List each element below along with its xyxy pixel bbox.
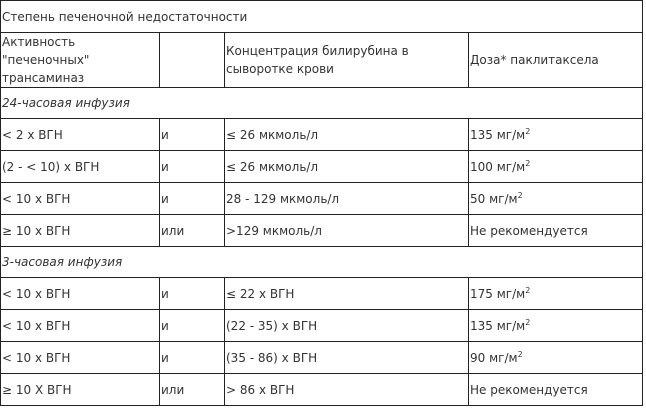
connector-cell: и (160, 151, 225, 183)
dose-cell (469, 342, 643, 374)
transaminases-cell: < 10 х ВГН (1, 342, 160, 374)
bilirubin-cell: (35 - 86) х ВГН (225, 342, 469, 374)
table-row (1, 342, 643, 374)
transaminases-cell: ≥ 10 х ВГН (1, 215, 160, 247)
connector-cell: и (160, 183, 225, 215)
table-row (1, 183, 643, 215)
section-title: 3-часовая инфузия (1, 247, 643, 278)
bilirubin-cell: > 86 х ВГН (225, 374, 469, 406)
dose-value: 135 (470, 318, 493, 333)
dose-unit-exponent: 2 (525, 126, 531, 136)
table-row (1, 310, 643, 342)
bilirubin-cell: >129 мкмоль/л (225, 215, 469, 247)
bilirubin-cell: ≤ 22 х ВГН (225, 278, 469, 310)
dose-value: 135 (470, 127, 493, 142)
dose-value: 90 (470, 350, 486, 365)
dose-unit: мг/м (489, 350, 518, 365)
table-title: Степень печеночной недостаточности (1, 1, 643, 33)
bilirubin-cell: (22 - 35) х ВГН (225, 310, 469, 342)
section-title: 24-часовая инфузия (1, 88, 643, 119)
dose-cell (469, 374, 643, 406)
connector-cell: или (160, 374, 225, 406)
table-title-row (1, 1, 643, 33)
connector-cell: и (160, 342, 225, 374)
table-row (1, 151, 643, 183)
table-body (1, 1, 643, 406)
dose-unit-exponent: 2 (525, 158, 531, 168)
header-transaminases: Активность "печеночных" трансаминаз (1, 33, 160, 88)
table-header-row (1, 33, 643, 88)
dose-cell (469, 119, 643, 151)
dose-unit: мг/м (496, 286, 526, 301)
dose-cell (469, 151, 643, 183)
connector-cell: или (160, 215, 225, 247)
table-row (1, 278, 643, 310)
transaminases-cell: ≥ 10 Х ВГН (1, 374, 160, 406)
dose-unit-exponent: 2 (517, 349, 523, 359)
bilirubin-cell: ≤ 26 мкмоль/л (225, 119, 469, 151)
dose-value: 50 (470, 191, 486, 206)
dose-unit-exponent: 2 (525, 285, 531, 295)
connector-cell: и (160, 278, 225, 310)
header-bilirubin: Концентрация билирубина в сыворотке крови (225, 33, 469, 88)
dose-cell (469, 310, 643, 342)
section-row (1, 247, 643, 278)
transaminases-cell: < 10 х ВГН (1, 310, 160, 342)
transaminases-cell: < 10 х ВГН (1, 183, 160, 215)
bilirubin-cell: 28 - 129 мкмоль/л (225, 183, 469, 215)
header-connector (160, 33, 225, 88)
dose-value: 100 (470, 159, 493, 174)
dose-recommendation: Не рекомендуется (470, 223, 588, 238)
transaminases-cell: (2 - < 10) х ВГН (1, 151, 160, 183)
table-row (1, 119, 643, 151)
dose-cell (469, 215, 643, 247)
transaminases-cell: < 2 х ВГН (1, 119, 160, 151)
dose-unit-exponent: 2 (517, 190, 523, 200)
dose-unit: мг/м (496, 318, 526, 333)
bilirubin-cell: ≤ 26 мкмоль/л (225, 151, 469, 183)
connector-cell: и (160, 119, 225, 151)
dose-recommendation: Не рекомендуется (470, 382, 588, 397)
dose-unit: мг/м (496, 127, 526, 142)
dose-cell (469, 183, 643, 215)
dose-cell (469, 278, 643, 310)
section-row (1, 88, 643, 119)
dose-unit-exponent: 2 (525, 317, 531, 327)
header-dose: Доза* паклитаксела (469, 33, 643, 88)
dose-value: 175 (470, 286, 493, 301)
dose-unit: мг/м (489, 191, 518, 206)
dose-unit: мг/м (496, 159, 526, 174)
transaminases-cell: < 10 х ВГН (1, 278, 160, 310)
table-row (1, 215, 643, 247)
connector-cell: и (160, 310, 225, 342)
table-row (1, 374, 643, 406)
